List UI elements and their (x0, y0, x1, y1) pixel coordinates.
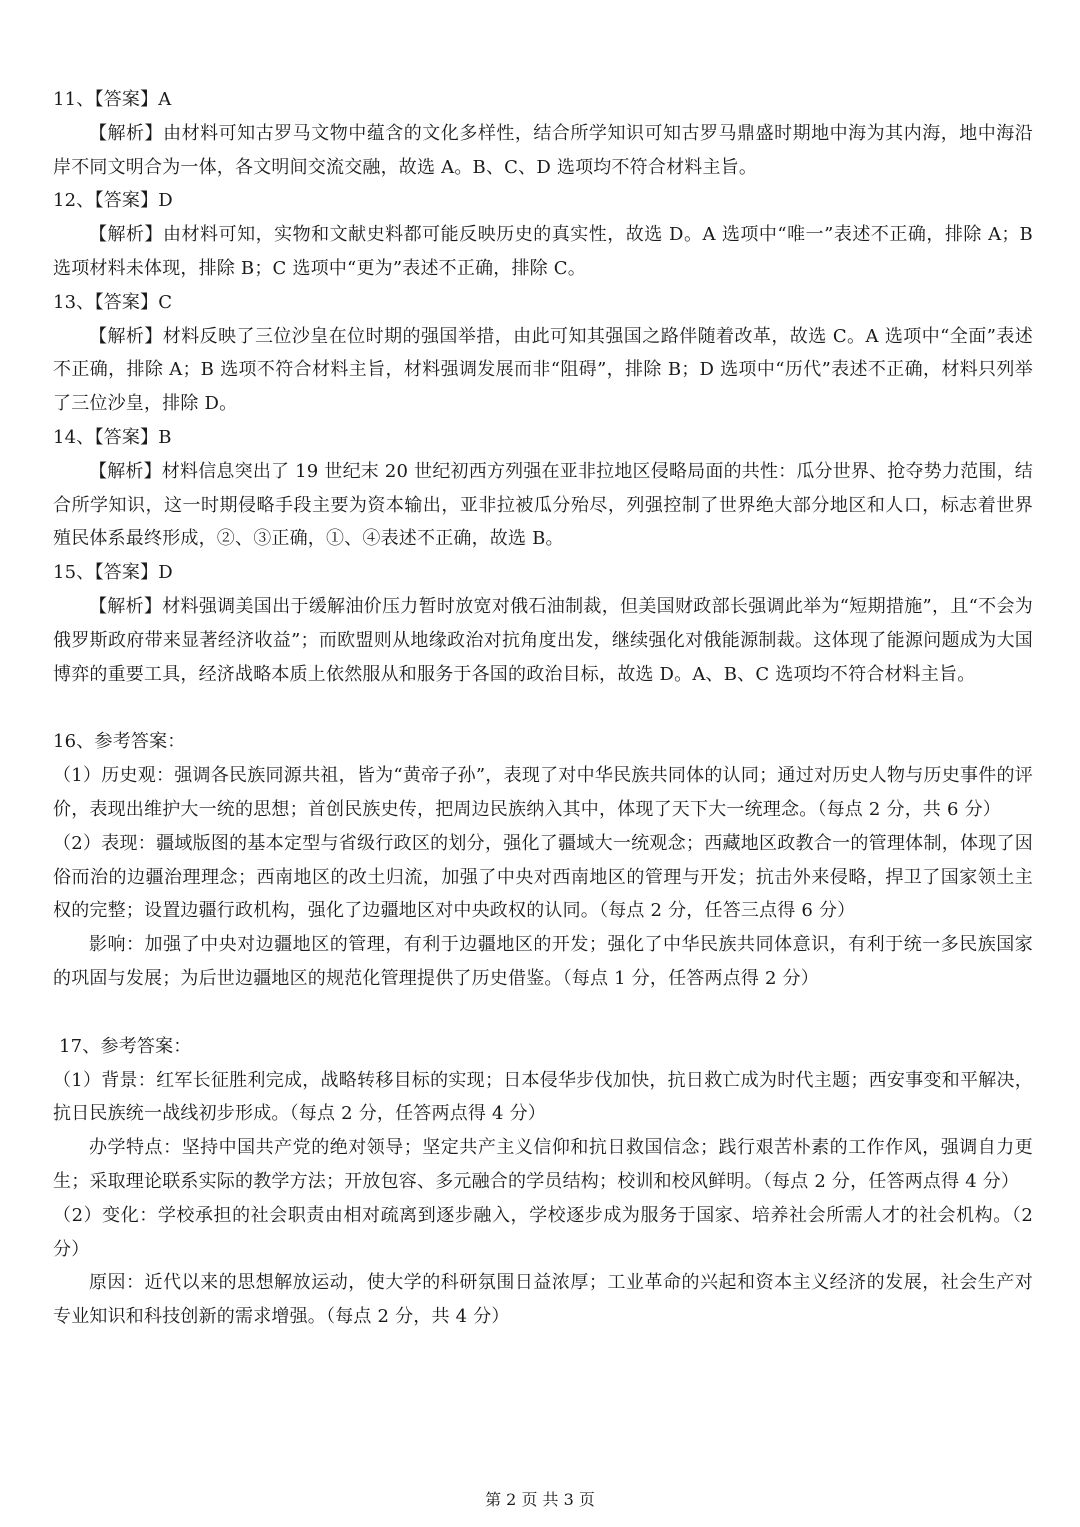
q12-analysis: 【解析】由材料可知，实物和文献史料都可能反映历史的真实性，故选 D。A 选项中“唯一”表述不正确，排除 A；B 选项材料未体现，排除 B；C 选项中“更为”表述不正确，排除 C。 (53, 224, 1033, 279)
q17-part2: 办学特点：坚持中国共产党的绝对领导；坚定共产主义信仰和抗日救国信念；践行艰苦朴素的工作作风，强调自力更生；采取理论联系实际的教学方法；开放包容、多元融合的学员结构；校训和校风鲜明。（每点 2 分，任答两点得 4 分） (53, 1137, 1033, 1192)
answer-key-content (53, 83, 1033, 1334)
q15-analysis: 【解析】材料强调美国出于缓解油价压力暂时放宽对俄石油制裁，但美国财政部长强调此举为“短期措施”，且“不会为俄罗斯政府带来显著经济收益”；而欧盟则从地缘政治对抗角度出发，继续强化对俄能源制裁。这体现了能源问题成为大国博弈的重要工具，经济战略本质上依然服从和服务于各国的政治目标，故选 D。A、B、C 选项均不符合材料主旨。 (53, 595, 1033, 685)
q17-part4: 原因：近代以来的思想解放运动，使大学的科研氛围日益浓厚；工业革命的兴起和资本主义经济的发展，社会生产对专业知识和科技创新的需求增强。（每点 2 分，共 4 分） (53, 1272, 1033, 1328)
q14-analysis: 【解析】材料信息突出了 19 世纪末 20 世纪初西方列强在亚非拉地区侵略局面的共性：瓜分世界、抢夺势力范围，结合所学知识，这一时期侵略手段主要为资本输出，亚非拉被瓜分殆尽，列强控制了世界绝大部分地区和人口，标志着世界殖民体系最终形成，②、③正确，①、④表述不正确，故选 B。 (53, 460, 1033, 550)
q12-answer: 12、【答案】D (53, 190, 173, 212)
q11-analysis: 【解析】由材料可知古罗马文物中蕴含的文化多样性，结合所学知识可知古罗马鼎盛时期地中海为其内海，地中海沿岸不同文明合为一体，各文明间交流交融，故选 A。B、C、D 选项均不符合材料主旨。 (53, 122, 1033, 178)
q16-heading: 16、参考答案： (53, 731, 186, 753)
q17-heading: 17、参考答案： (59, 1035, 192, 1057)
q14-answer: 14、【答案】B (53, 426, 172, 448)
q16-part2: （2）表现：疆域版图的基本定型与省级行政区的划分，强化了疆域大一统观念；西藏地区政教合一的管理体制，体现了因俗而治的边疆治理理念；西南地区的改土归流，加强了中央对西南地区的管理与开发；抗击外来侵略，捍卫了国家领土主权的完整；设置边疆行政机构，强化了边疆地区对中央政权的认同。（每点 2 分，任答三点得 6 分） (53, 832, 1033, 922)
page-number-footer: 第 2 页 共 3 页 (485, 1490, 595, 1509)
q17-part1: （1）背景：红军长征胜利完成，战略转移目标的实现；日本侵华步伐加快，抗日救亡成为时代主题；西安事变和平解决，抗日民族统一战线初步形成。（每点 2 分，任答两点得 4 分） (53, 1069, 1033, 1125)
q13-answer: 13、【答案】C (53, 291, 173, 313)
q15-answer: 15、【答案】D (53, 562, 173, 584)
q16-part1: （1）历史观：强调各民族同源共祖，皆为“黄帝子孙”，表现了对中华民族共同体的认同；通过对历史人物与历史事件的评价，表现出维护大一统的思想；首创民族史传，把周边民族纳入其中，体现了天下大一统理念。（每点 2 分，共 6 分） (53, 765, 1033, 820)
q11-answer: 11、【答案】A (53, 89, 172, 110)
q16-part3: 影响：加强了中央对边疆地区的管理，有利于边疆地区的开发；强化了中华民族共同体意识，有利于统一多民族国家的巩固与发展；为后世边疆地区的规范化管理提供了历史借鉴。（每点 1 分，任答两点得 2 分） (53, 934, 1033, 989)
section-gap (53, 996, 1033, 1030)
q13-analysis: 【解析】材料反映了三位沙皇在位时期的强国举措，由此可知其强国之路伴随着改革，故选 C。A 选项中“全面”表述不正确，排除 A；B 选项不符合材料主旨，材料强调发展而非“阻碍”，排除 B；D 选项中“历代”表述不正确，材料只列举了三位沙皇，排除 D。 (53, 325, 1033, 415)
q17-part3: （2）变化：学校承担的社会职责由相对疏离到逐步融入，学校逐步成为服务于国家、培养社会所需人才的社会机构。（2 分） (53, 1204, 1033, 1260)
section-gap (53, 691, 1033, 725)
